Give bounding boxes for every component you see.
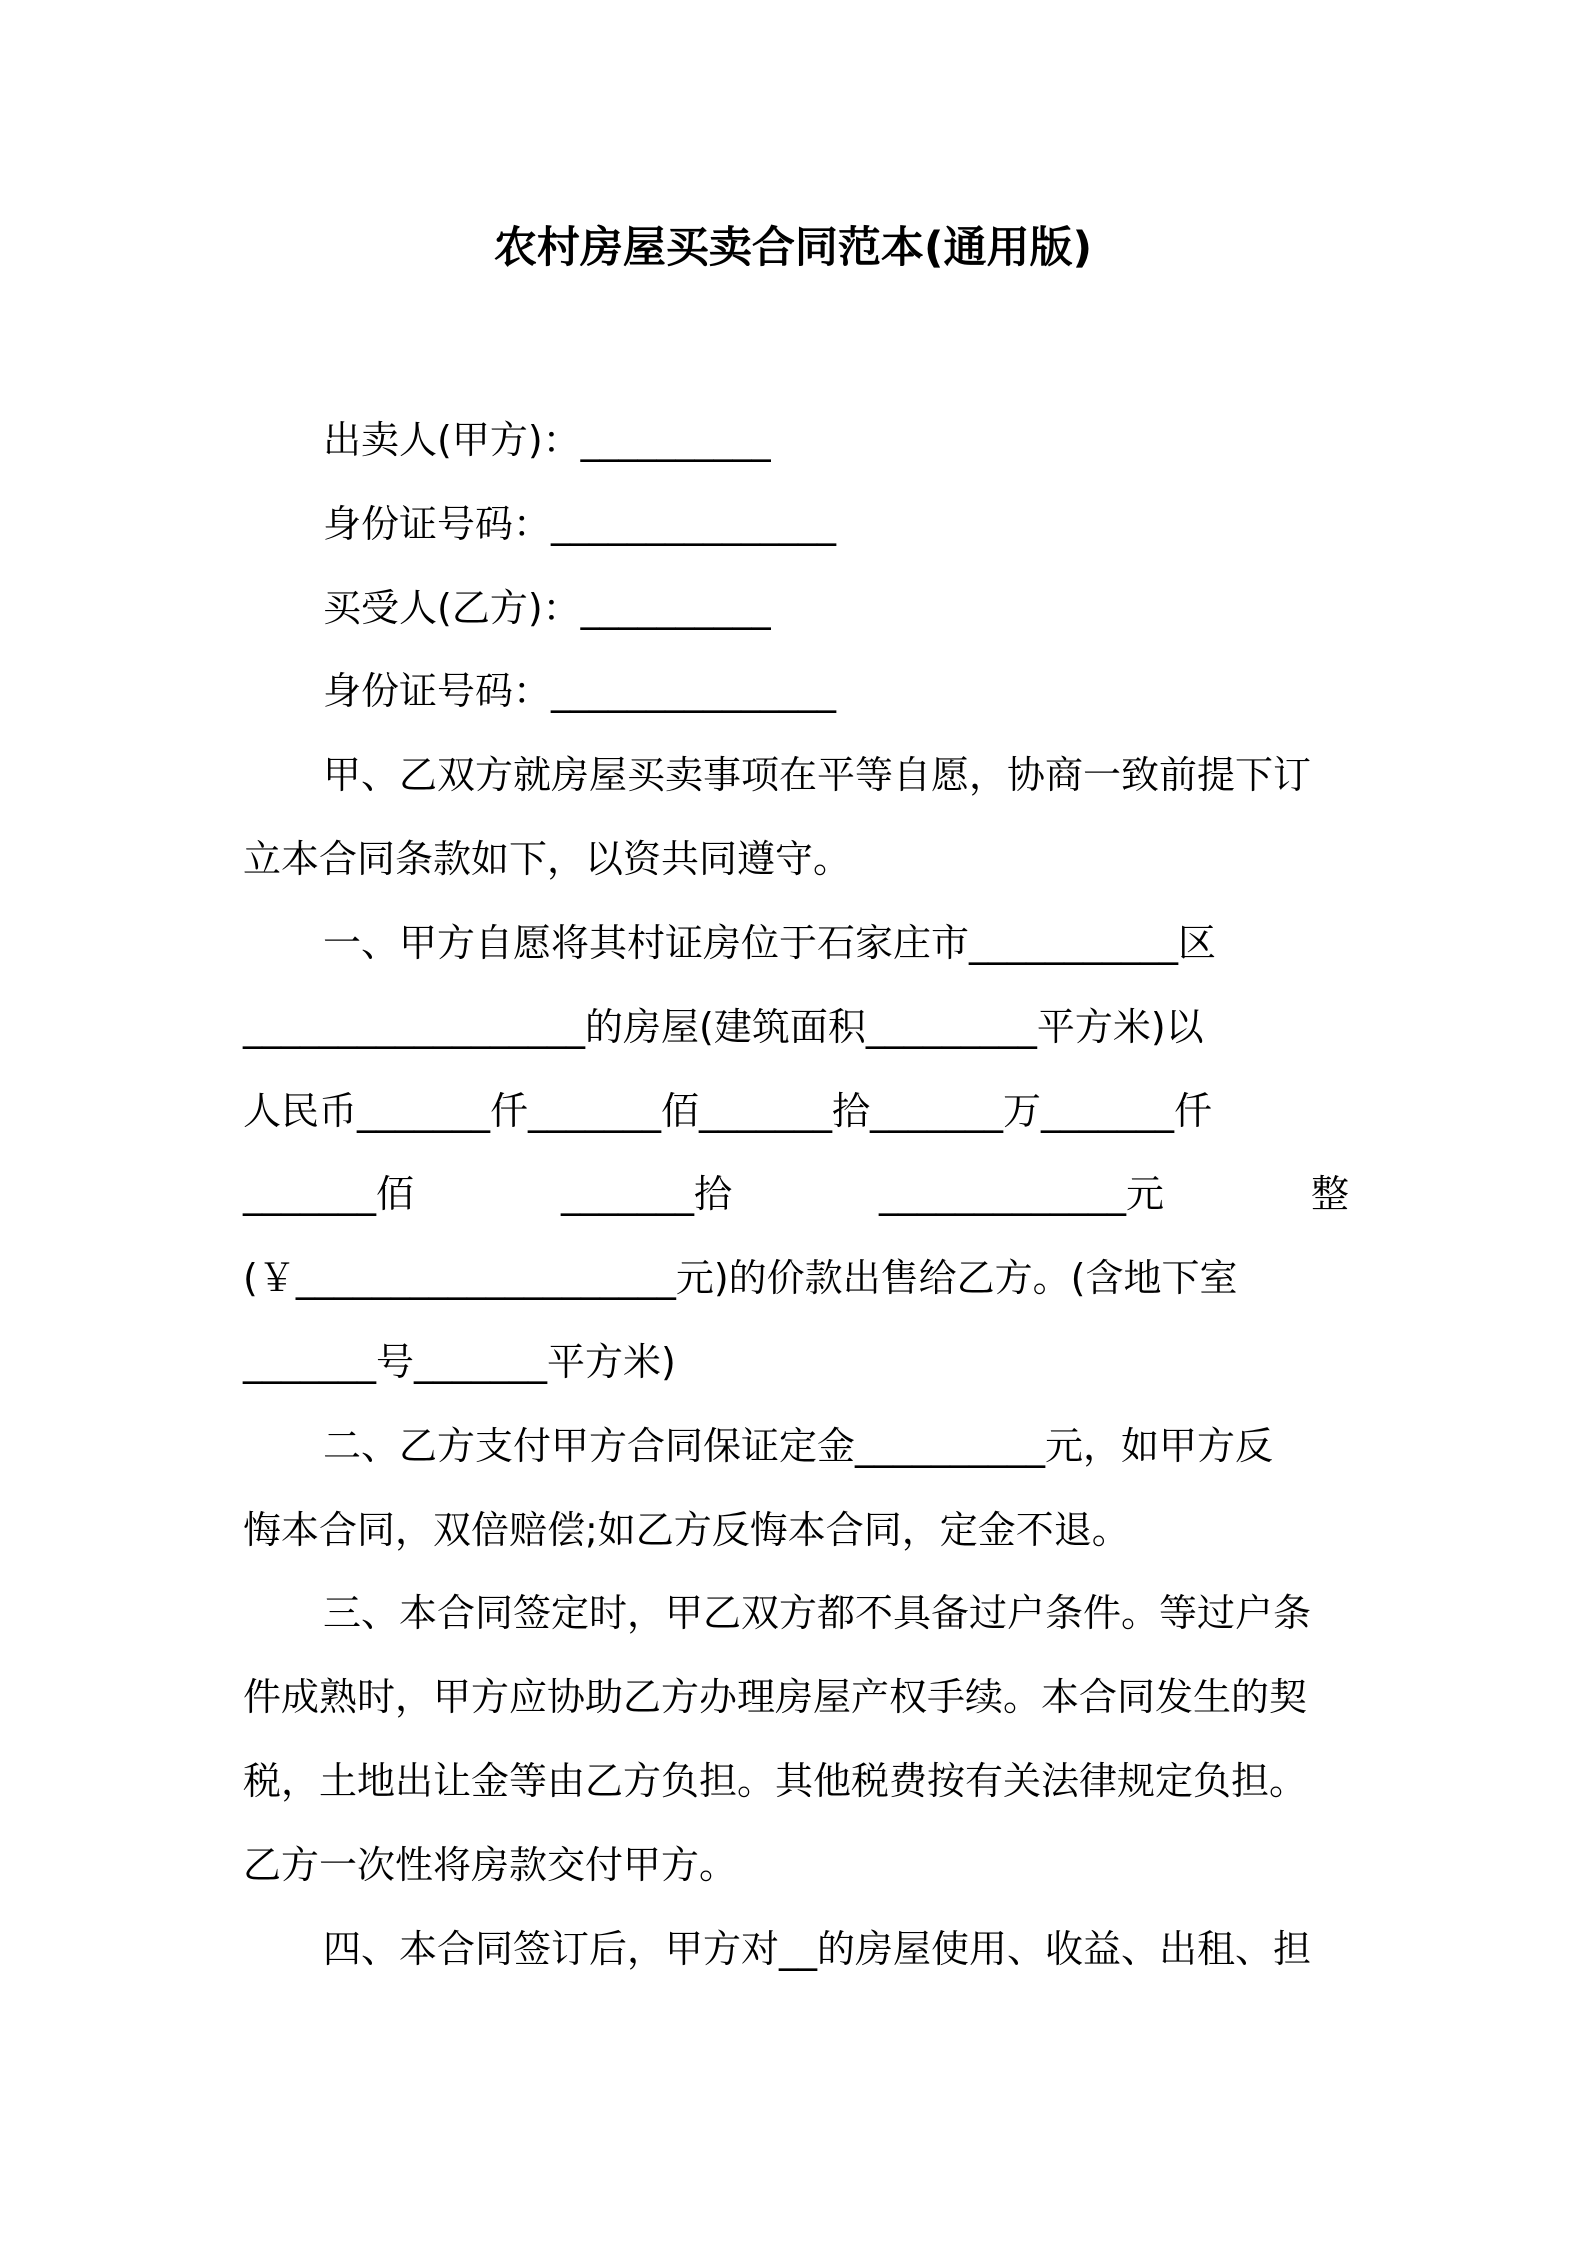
clause-3-line-4: 乙方一次性将房款交付甲方。 xyxy=(243,1843,738,1887)
clause-3-line-3: 税，土地出让金等由乙方负担。其他税费按有关法律规定负担。 xyxy=(243,1759,1308,1803)
clause-1-line-1: 一、甲方自愿将其村证房位于石家庄市___________区 xyxy=(323,921,1217,965)
clause-2-line-2: 悔本合同，双倍赔偿;如乙方反悔本合同，定金不退。 xyxy=(243,1508,1130,1552)
buyer-id-field: 身份证号码：_______________ xyxy=(323,669,837,713)
clause-1-line-4 xyxy=(243,1166,1349,1222)
clause-1-line-2: __________________的房屋(建筑面积_________平方米)以 xyxy=(243,1005,1204,1049)
intro-line-2: 立本合同条款如下，以资共同遵守。 xyxy=(243,837,852,881)
intro-line-1: 甲、乙双方就房屋买卖事项在平等自愿，协商一致前提下订 xyxy=(323,753,1312,797)
clause-1-line-4-part: _____________元 xyxy=(878,1172,1164,1216)
clause-4-line-1: 四、本合同签订后，甲方对__的房屋使用、收益、出租、担 xyxy=(323,1927,1312,1971)
clause-3-line-2: 件成熟时，甲方应协助乙方办理房屋产权手续。本合同发生的契 xyxy=(243,1675,1308,1719)
clause-1-line-4-part: _______佰 xyxy=(243,1172,415,1216)
clause-1-line-4-part: 整 xyxy=(1310,1172,1349,1216)
seller-field: 出卖人(甲方)：__________ xyxy=(323,418,771,462)
buyer-field: 买受人(乙方)：__________ xyxy=(323,586,771,630)
clause-1-line-4-part: _______拾 xyxy=(560,1172,732,1216)
clause-2-line-1: 二、乙方支付甲方合同保证定金__________元，如甲方反 xyxy=(323,1424,1274,1468)
clause-1-line-3: 人民币_______仟_______佰_______拾_______万_______仟 xyxy=(243,1089,1213,1133)
clause-1-line-6: _______号_______平方米) xyxy=(243,1340,676,1384)
clause-1-line-5: (￥____________________元)的价款出售给乙方。(含地下室 xyxy=(243,1256,1238,1300)
document-title: 农村房屋买卖合同范本(通用版) xyxy=(493,223,1093,273)
seller-id-field: 身份证号码：_______________ xyxy=(323,502,837,546)
clause-3-line-1: 三、本合同签定时，甲乙双方都不具备过户条件。等过户条 xyxy=(323,1591,1312,1635)
